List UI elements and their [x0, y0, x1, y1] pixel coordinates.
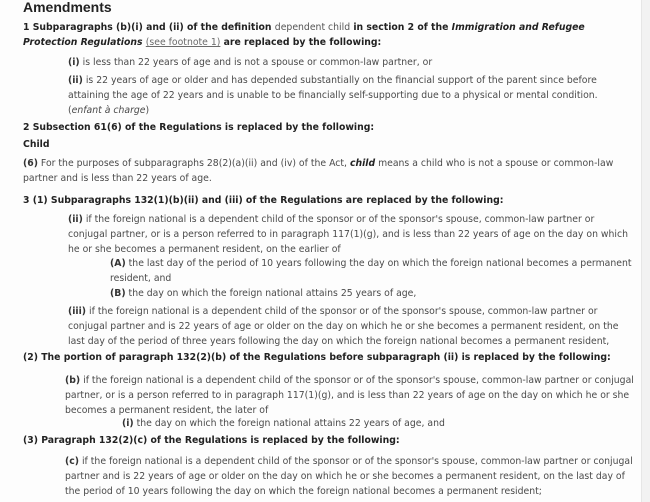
clause-B: (B) the day on which the foreign national attains 25 years of age,	[110, 288, 417, 299]
provision-132-1-b-iii: (iii) if the foreign national is a dependent child of the sponsor or of the sponsor's spouse, common-law partner or conjugal partner and is 22 years of age or older on the day on which he or she becomes a permanent resident, on the last day of the period of three years following the day on which the foreign national becomes a permanent resident,	[68, 306, 619, 348]
section-2-subtitle: Child	[23, 139, 50, 150]
defined-term-dependent-child: dependent child	[274, 22, 351, 33]
page-title: Amendments	[23, 0, 112, 15]
section-1-heading: 1 Subparagraphs (b)(i) and (ii) of the definition dependent child in section 2 of the Immigration and Refugee Protection Regulations (see footnote 1) are replaced by the following:	[23, 22, 585, 49]
provision-132-2-b: (b) if the foreign national is a dependent child of the sponsor or of the sponsor's spouse, common-law partner or conjugal partner, or is a person referred to in paragraph 117(1)(g), and is less than 22 years of age on the day on which he or she becomes a permanent resident, the later of	[65, 375, 634, 417]
section-3-2-heading: (2) The portion of paragraph 132(2)(b) of the Regulations before subparagraph (ii) is replaced by the following:	[23, 352, 611, 363]
defined-term-child: child	[349, 158, 376, 169]
provision-1-ii: (ii) is 22 years of age or older and has depended substantially on the financial support of the parent since before attaining the age of 22 years and is unable to be financially self-supporting due to a physical or mental condition. (enfant à charge)	[68, 75, 598, 117]
provision-132-2-c: (c) if the foreign national is a dependent child of the sponsor or of the sponsor's spouse, common-law partner or conjugal partner and is 22 years of age or older on the day on which he or she becomes a permanent resident, on the last day of the period of 10 years following the day on which the foreign national becomes a permanent resident;	[65, 456, 633, 498]
provision-1-i: (i) is less than 22 years of age and is not a spouse or common-law partner, or	[68, 57, 433, 68]
section-3-1-heading: 3 (1) Subparagraphs 132(1)(b)(ii) and (iii) of the Regulations are replaced by the following:	[23, 195, 504, 206]
section-3-3-heading: (3) Paragraph 132(2)(c) of the Regulations is replaced by the following:	[23, 435, 400, 446]
act-title: Immigration and Refugee Protection Regulations	[23, 22, 585, 49]
section-2-heading: 2 Subsection 61(6) of the Regulations is replaced by the following:	[23, 122, 375, 133]
french-term: enfant à charge	[71, 105, 146, 117]
provision-132-1-b-ii: (ii) if the foreign national is a dependent child of the sponsor or of the sponsor's spouse, common-law partner or conjugal partner, or is a person referred to in paragraph 117(1)(g), and is less than 22 years of age on the day on which he or she becomes a permanent resident, on the earlier of	[68, 214, 628, 256]
footnote-link[interactable]: (see footnote 1)	[145, 37, 221, 49]
provision-61-6: (6) For the purposes of subparagraphs 28(2)(a)(ii) and (iv) of the Act, child means a child who is not a spouse or common-law partner and is less than 22 years of age.	[23, 158, 614, 185]
clause-A: (A) the last day of the period of 10 years following the day on which the foreign national becomes a permanent resident, and	[110, 258, 632, 285]
provision-132-2-b-i: (i) the day on which the foreign national attains 22 years of age, and	[122, 418, 445, 429]
scrollbar-track[interactable]	[641, 0, 650, 502]
